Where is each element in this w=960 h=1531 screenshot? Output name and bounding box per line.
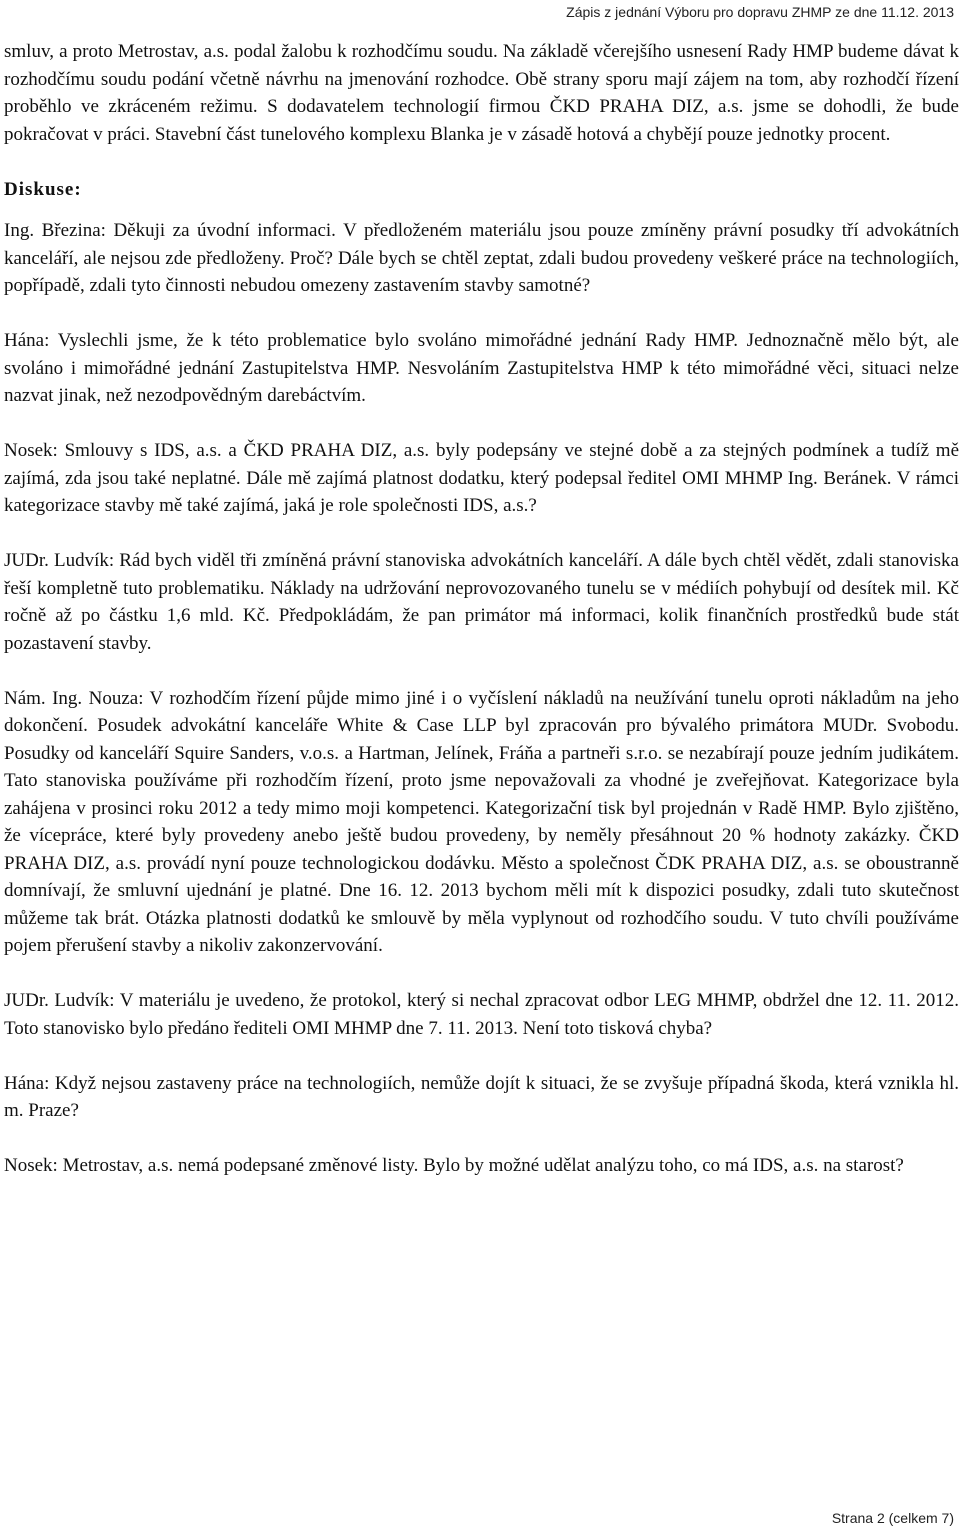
paragraph-ludvik-2: JUDr. Ludvík: V materiálu je uvedeno, že protokol, který si nechal zpracovat odbor LEG MHMP, obdržel dne 12. 11. 2012. Toto stanovisko bylo předáno řediteli OMI MHMP dne 7. 11. 2013. Není toto tisková chyba? — [4, 990, 959, 1039]
paragraph-nosek-1: Nosek: Smlouvy s IDS, a.s. a ČKD PRAHA DIZ, a.s. byly podepsány ve stejné době a za stejných podmínek a tudíž mě zajímá, zda jsou také neplatné. Dále mě zajímá platnost dodatku, který podepsal ředitel OMI MHMP Ing. Beránek. V rámci kategorizace stavby mě také zajímá, jaká je role společnosti IDS, a.s.? — [4, 440, 959, 516]
document-body — [4, 38, 959, 1180]
page-header: Zápis z jednání Výboru pro dopravu ZHMP ze dne 11.12. 2013 — [566, 4, 954, 20]
paragraph-brezina: Ing. Březina: Děkuji za úvodní informaci. V předloženém materiálu jsou pouze zmíněny právní posudky tří advokátních kanceláří, ale nejsou zde předloženy. Proč? Dále bych se chtěl zeptat, zdali budou provedeny veškeré práce na technologiích, popřípadě, zdali tyto činnosti nebudou omezeny zastavením stavby samotné? — [4, 220, 959, 296]
page-number: Strana 2 (celkem 7) — [831, 1510, 954, 1526]
paragraph-hana-2: Hána: Když nejsou zastaveny práce na technologiích, nemůže dojít k situaci, že se zvyšuje případná škoda, která vznikla hl. m. Praze? — [4, 1072, 959, 1121]
discussion-heading: Diskuse: — [4, 178, 82, 200]
paragraph-nosek-2: Nosek: Metrostav, a.s. nemá podepsané změnové listy. Bylo by možné udělat analýzu toho, co má IDS, a.s. na starost? — [4, 1155, 904, 1176]
paragraph-nouza: Nám. Ing. Nouza: V rozhodčím řízení půjde mimo jiné i o vyčíslení nákladů na neužívání tunelu oproti nákladům na jeho dokončení. Posudek advokátní kanceláře White & Case LLP byl zpracován pro bývalého primátora MUDr. Svobodu. Posudky od kanceláří Squire Sanders, v.o.s. a Hartman, Jelínek, Fráňa a partneři s.r.o. se nezabírají pouze jedním judikátem. Tato stanoviska používáme při rozhodčím řízení, proto jsme nepovažovali za vhodné je zveřejňovat. Kategorizace byla zahájena v prosinci roku 2012 a tedy mimo moji kompetenci. Kategorizační tisk byl projednán v Radě HMP. Bylo zjištěno, že vícepráce, které byly provedeny anebo ještě budou provedeny, by neměly přesáhnout 20 % hodnoty zakázky. ČKD PRAHA DIZ, a.s. provádí nyní pouze technologickou dodávku. Město a společnost ČDK PRAHA DIZ, a.s. se oboustranně domnívají, že smluvní ujednání je platné. Dne 16. 12. 2013 bychom měli mít k dispozici posudky, zdali tuto skutečnost můžeme tak brát. Otázka platnosti dodatků ke smlouvě by měla vyplynout od rozhodčího soudu. V tuto chvíli používáme pojem přerušení stavby a nikoliv zakonzervování. — [4, 687, 959, 956]
paragraph-ludvik-1: JUDr. Ludvík: Rád bych viděl tři zmíněná právní stanoviska advokátních kanceláří. A dále bych chtěl vědět, zdali stanoviska řeší kompletně tuto problematiku. Náklady na udržování neprovozovaného tunelu se v médiích pohybují od desítek mil. Kč ročně až po částku 1,6 mld. Kč. Předpokládám, že pan primátor má informaci, kolik finančních prostředků bude stát pozastavení stavby. — [4, 550, 959, 654]
intro-paragraph: smluv, a proto Metrostav, a.s. podal žalobu k rozhodčímu soudu. Na základě včerejšího usnesení Rady HMP budeme dávat k rozhodčímu soudu podání včetně návrhu na jmenování rozhodce. Obě strany sporu mají zájem na tom, aby rozhodčí řízení proběhlo ve zkráceném režimu. S dodavatelem technologií firmou ČKD PRAHA DIZ, a.s. jsme se dohodli, že bude pokračovat v práci. Stavební část tunelového komplexu Blanka je v zásadě hotová a chybějí pouze jednotky procent. — [4, 41, 959, 145]
paragraph-hana-1: Hána: Vyslechli jsme, že k této problematice bylo svoláno mimořádné jednání Rady HMP. Jednoznačně mělo být, ale svoláno i mimořádné jednání Zastupitelstva HMP. Nesvoláním Zastupitelstva HMP k této mimořádné věci, situaci nelze nazvat jinak, než nezodpovědným darebáctvím. — [4, 330, 959, 406]
